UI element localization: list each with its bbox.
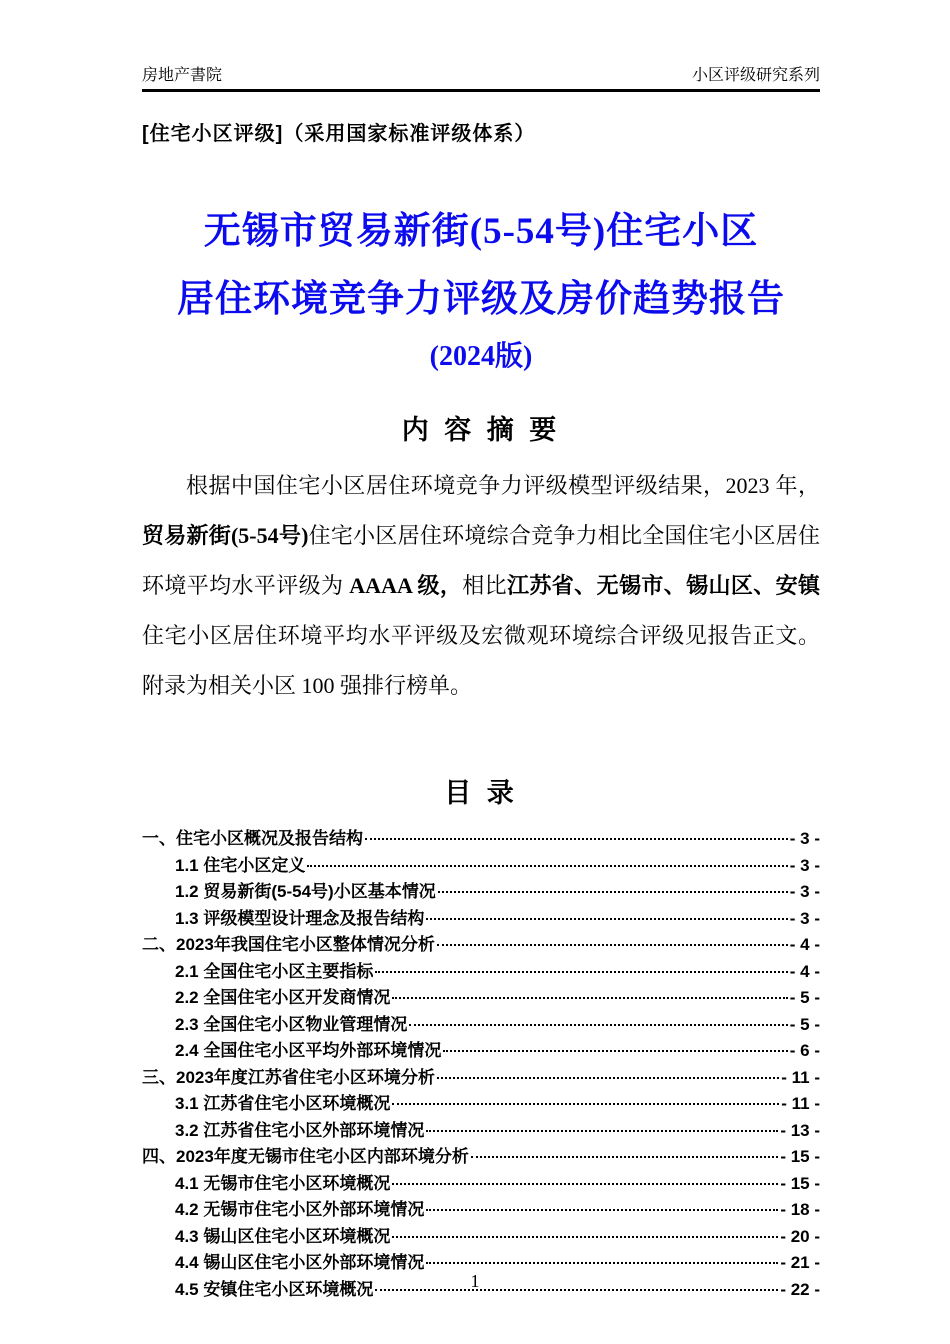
abstract-text: 住宅小区居住环境平均水平评级及宏微观环境综合评级见报告正文。附录为相关小区 100 强排行榜单。 (142, 623, 820, 698)
toc-entry-page: - 11 - (781, 1067, 820, 1087)
toc-entry[interactable] (142, 1010, 820, 1037)
toc-entry-label: 2.4 全国住宅小区平均外部环境情况 (175, 1041, 442, 1060)
toc-entry[interactable] (142, 877, 820, 904)
abstract-text: 住宅小区居住环境综合竞争力相比全国住宅小区居住环境平均水平评级为 (142, 523, 820, 598)
toc-entry-label: 3.2 江苏省住宅小区外部环境情况 (175, 1120, 425, 1140)
toc-entry-page: - 18 - (780, 1200, 820, 1219)
toc-dot-leader (438, 891, 788, 893)
toc-heading: 目 录 (444, 778, 518, 808)
toc-dot-leader (392, 1183, 778, 1185)
toc-dot-leader (437, 944, 788, 946)
toc-entry-label: 二、2023年我国住宅小区整体情况分析 (142, 935, 435, 954)
toc-entry[interactable] (142, 1142, 820, 1169)
toc-entry[interactable] (142, 1116, 820, 1143)
report-title-line2: 居住环境竞争力评级及房价趋势报告 (177, 279, 785, 320)
toc-entry-page: - 21 - (780, 1253, 820, 1272)
toc-dot-leader (443, 1050, 787, 1052)
toc-entry-page: - 3 - (789, 829, 820, 848)
toc-dot-leader (426, 1262, 778, 1264)
toc-entry[interactable] (142, 824, 820, 851)
toc-entry-label: 1.1 住宅小区定义 (175, 855, 306, 875)
toc-entry-label: 3.1 江苏省住宅小区环境概况 (175, 1094, 391, 1113)
toc-entry-page: - 15 - (780, 1147, 820, 1166)
toc-dot-leader (409, 1024, 787, 1026)
toc-dot-leader (392, 997, 787, 999)
page-header (142, 62, 820, 92)
toc-entry-label: 4.1 无锡市住宅小区环境概况 (175, 1173, 391, 1193)
toc-dot-leader (426, 1209, 778, 1211)
toc-dot-leader (307, 865, 787, 867)
toc-entry-page: - 5 - (789, 1014, 820, 1034)
abstract-heading: 内 容 摘 要 (401, 415, 561, 445)
report-title-line1: 无锡市贸易新街(5-54号)住宅小区 (203, 211, 759, 252)
toc-entry[interactable] (142, 983, 820, 1010)
toc-entry[interactable] (142, 957, 820, 984)
toc-dot-leader (426, 918, 787, 920)
toc-dot-leader (392, 1236, 778, 1238)
header-right-text: 小区评级研究系列 (691, 67, 820, 84)
report-category-line: [住宅小区评级]（采用国家标准评级体系） (142, 123, 536, 145)
toc-entry-label: 1.2 贸易新街(5-54号)小区基本情况 (175, 882, 436, 901)
toc-entry-label: 4.4 锡山区住宅小区外部环境情况 (175, 1253, 425, 1272)
toc-entry-page: - 5 - (789, 988, 820, 1007)
toc-entry-label: 一、住宅小区概况及报告结构 (142, 829, 363, 848)
toc-entry-page: - 3 - (789, 908, 820, 928)
toc-entry[interactable] (142, 904, 820, 931)
toc-entry-page: - 3 - (789, 882, 820, 901)
toc-entry-label: 4.2 无锡市住宅小区外部环境情况 (175, 1200, 425, 1219)
toc-entry[interactable] (142, 930, 820, 957)
toc-entry-page: - 4 - (789, 961, 820, 981)
abstract-bold-text: 贸易新街(5-54号) (142, 523, 309, 548)
page-number: 1 (470, 1271, 480, 1291)
toc-entry[interactable] (142, 1036, 820, 1063)
toc-entry-page: - 15 - (780, 1173, 820, 1193)
abstract-bold-text: 江苏省、无锡市、锡山区、安镇 (507, 573, 820, 598)
toc-entry-label: 2.1 全国住宅小区主要指标 (175, 961, 374, 981)
toc-entry[interactable] (142, 1063, 820, 1090)
header-left-text: 房地产書院 (142, 67, 223, 84)
toc-entry-page: - 13 - (780, 1120, 820, 1140)
toc-entry-label: 4.3 锡山区住宅小区环境概况 (175, 1226, 391, 1246)
toc-entry-label: 2.2 全国住宅小区开发商情况 (175, 988, 391, 1007)
abstract-text: 根据中国住宅小区居住环境竞争力评级模型评级结果，2023 年， (186, 473, 820, 498)
toc-entry-label: 2.3 全国住宅小区物业管理情况 (175, 1014, 408, 1034)
toc-entry-label: 三、2023年度江苏省住宅小区环境分析 (142, 1067, 435, 1087)
toc-entry-page: - 22 - (780, 1279, 820, 1299)
toc-dot-leader (437, 1077, 779, 1079)
toc-entry[interactable] (142, 851, 820, 878)
toc-entry-label: 4.5 安镇住宅小区环境概况 (175, 1279, 374, 1299)
toc-dot-leader (375, 971, 787, 973)
toc-dot-leader (392, 1103, 779, 1105)
toc-entry-page: - 3 - (789, 855, 820, 875)
toc-entry-label: 1.3 评级模型设计理念及报告结构 (175, 908, 425, 928)
toc-dot-leader (365, 838, 788, 840)
toc-dot-leader (471, 1156, 778, 1158)
abstract-paragraph (142, 461, 820, 711)
toc-entry-page: - 11 - (781, 1094, 820, 1113)
report-title-edition: (2024版) (429, 341, 533, 372)
toc-entry-page: - 20 - (780, 1226, 820, 1246)
toc-entry[interactable] (142, 1169, 820, 1196)
toc-dot-leader (426, 1130, 778, 1132)
toc-entry-page: - 4 - (789, 935, 820, 954)
abstract-bold-text: AAAA 级， (349, 573, 463, 598)
toc-list (142, 824, 820, 1301)
toc-entry-page: - 6 - (789, 1041, 820, 1060)
toc-entry[interactable] (142, 1222, 820, 1249)
toc-entry-label: 四、2023年度无锡市住宅小区内部环境分析 (142, 1147, 469, 1166)
toc-entry[interactable] (142, 1195, 820, 1222)
toc-entry[interactable] (142, 1089, 820, 1116)
abstract-text: 相比 (462, 573, 508, 598)
